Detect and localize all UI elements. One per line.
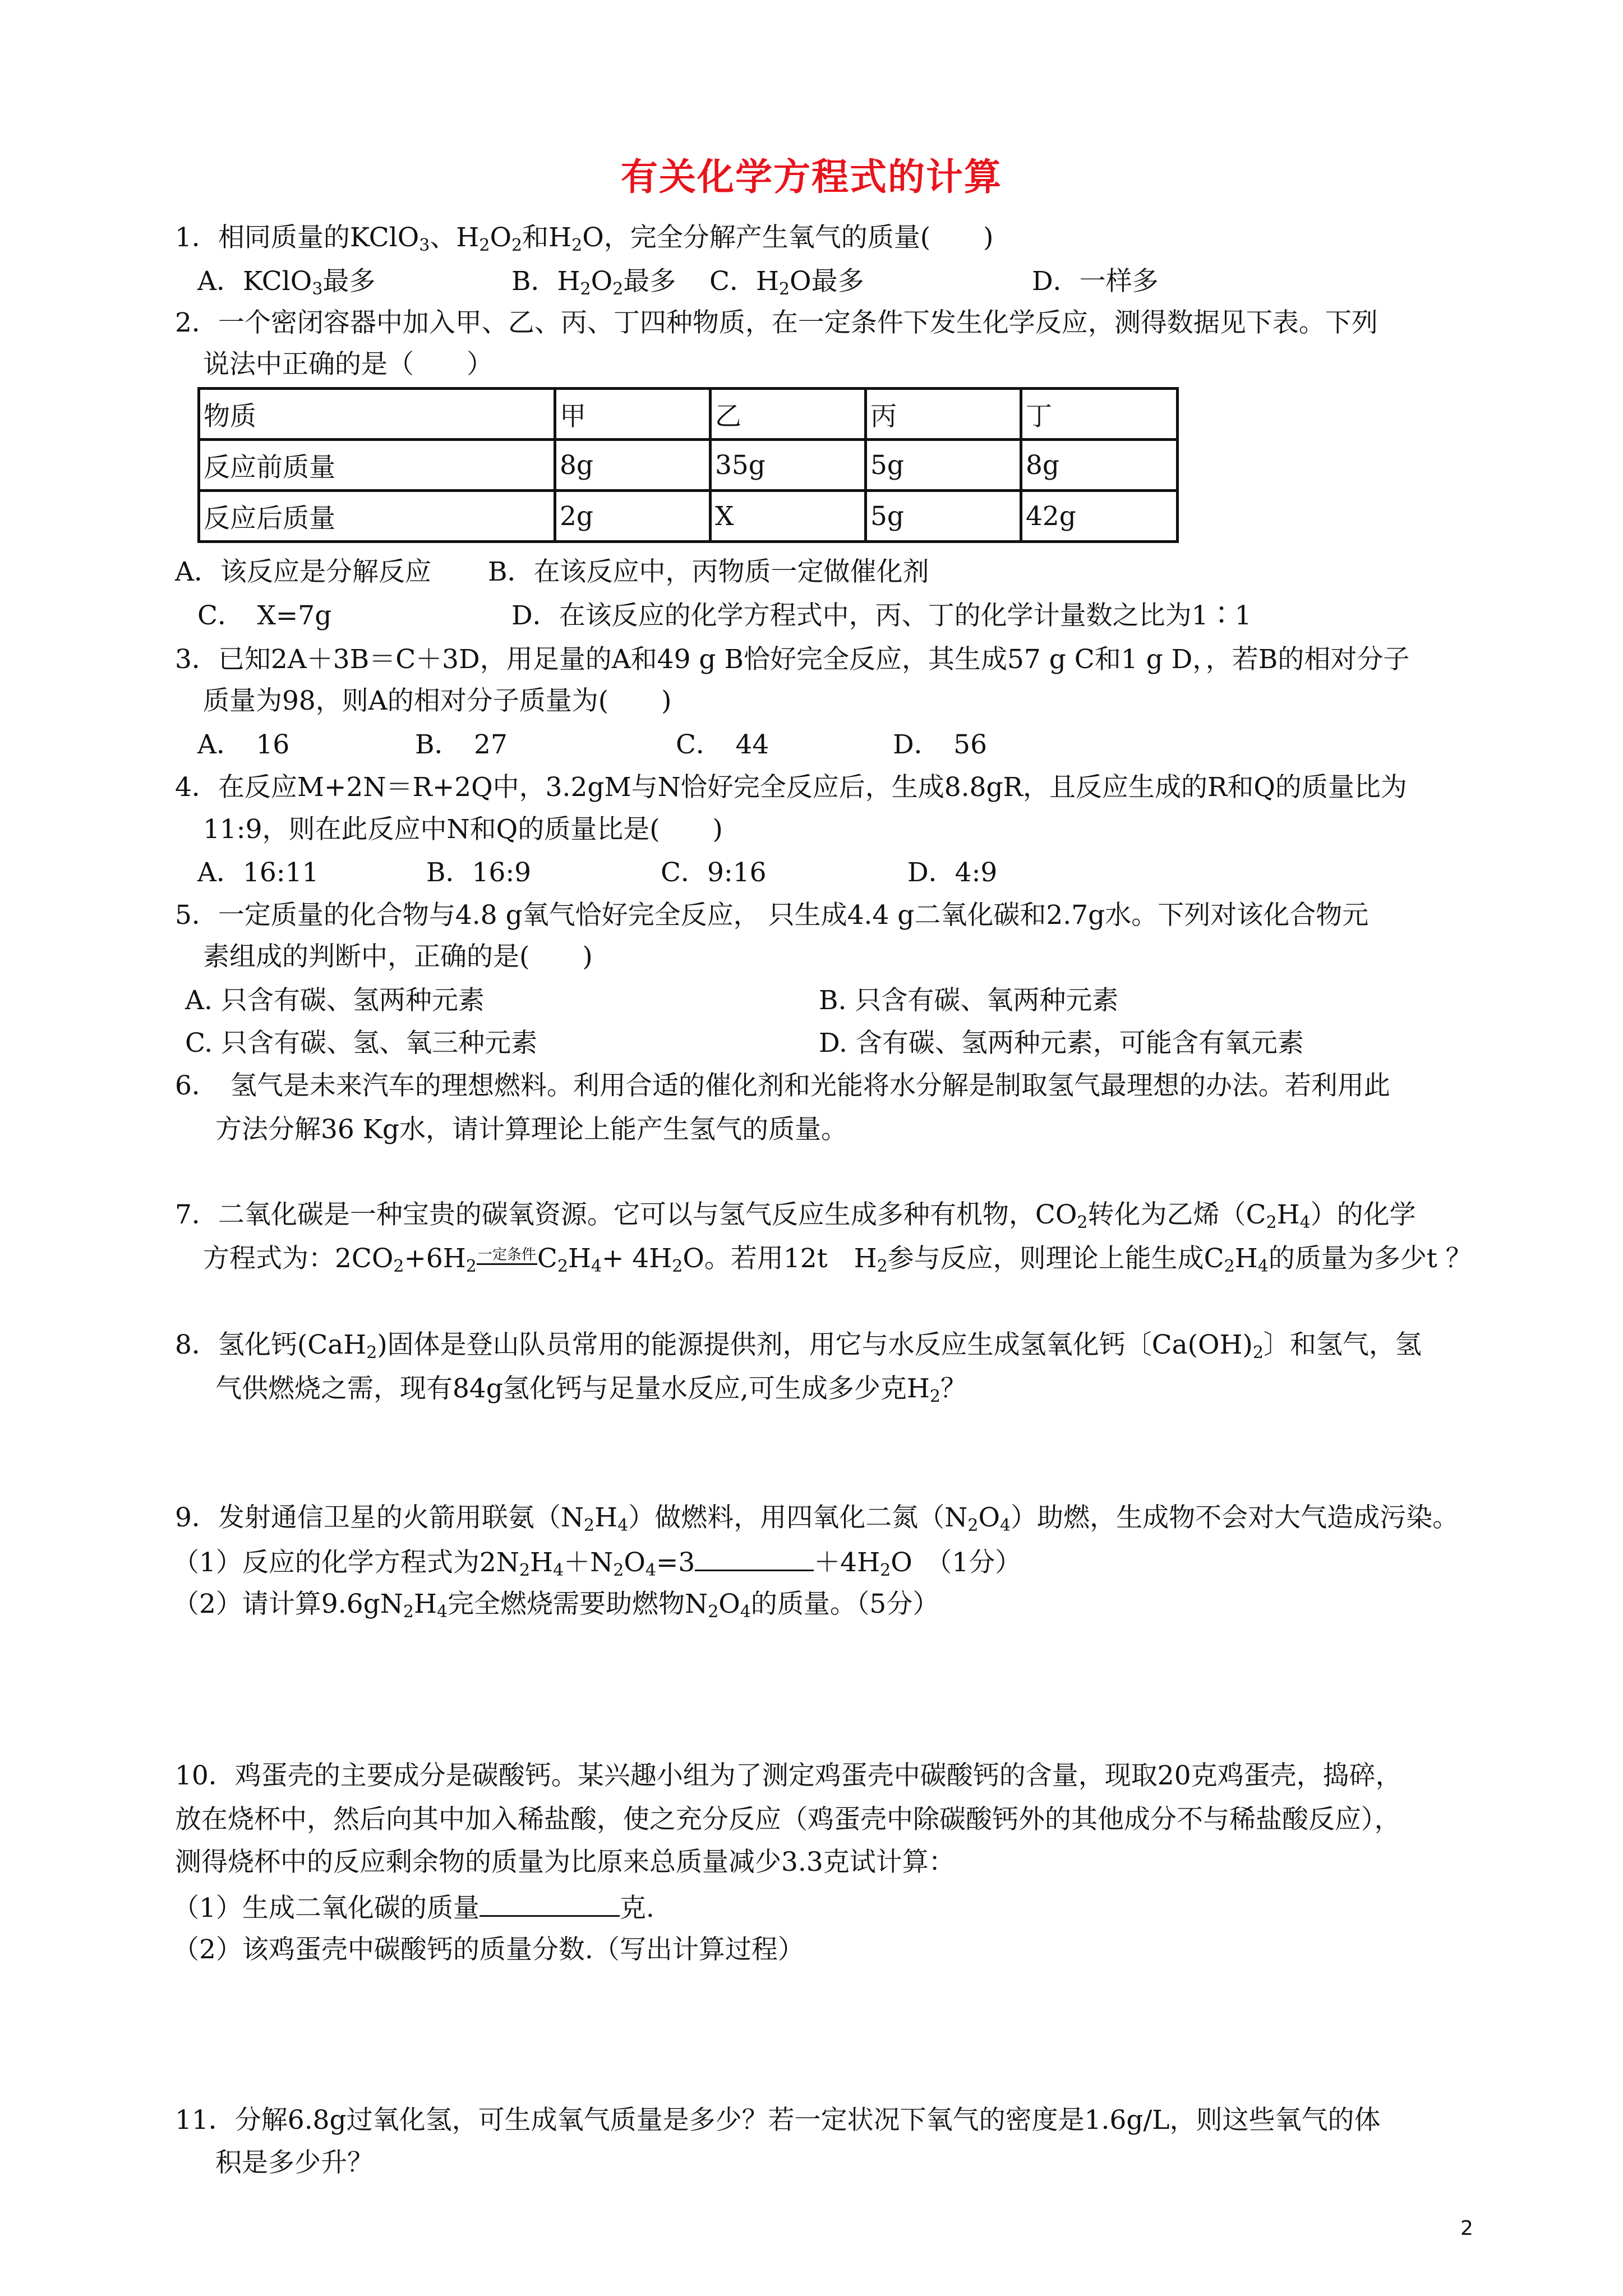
table-cell: 8g bbox=[1021, 440, 1178, 491]
question-9-stem: 9．发射通信卫星的火箭用联氨$(N_2H_4)$做燃料，用四氧化二氮$(N_2O_4)$助燃，生成物不会对大气造成污染。 bbox=[175, 1502, 1459, 1535]
question-10-stem: 10．鸡蛋壳的主要成分是碳酸钙。某兴趣小组为了测定鸡蛋壳中碳酸钙的含量，现取20克鸡蛋壳，捣碎， bbox=[175, 1760, 1402, 1791]
table-header-cell: 丙 bbox=[866, 389, 1021, 440]
question-4-option-b: B．16:9 bbox=[426, 857, 532, 888]
question-5-option-d: D. 含有碳、氢两种元素，可能含有氧元素 bbox=[819, 1028, 1304, 1059]
question-7-equation-line: 方程式为：$2CO_2+6H_2$一定条件$C_2H_4+ 4H_2O$。若用12t $H_2$参与反应，则理论上能生成$C_2H_4$的质量为多少t ？ bbox=[203, 1243, 1472, 1276]
reaction-condition-arrow: 一定条件 bbox=[477, 1248, 537, 1265]
question-2-option-b: B．在该反应中，丙物质一定做催化剂 bbox=[488, 556, 929, 587]
answer-blank[interactable] bbox=[695, 1547, 814, 1571]
table-cell: 35g bbox=[711, 440, 866, 491]
question-8-stem-cont: 气供燃烧之需，现有84g氢化钙与足量水反应,可生成多少克$H_2$？ bbox=[215, 1373, 967, 1406]
question-3-stem-cont: 质量为98，则A的相对分子质量为( ) bbox=[203, 685, 672, 716]
question-2-option-d: D．在该反应的化学方程式中，丙、丁的化学计量数之比为1∶1 bbox=[511, 600, 1252, 631]
table-cell: X bbox=[711, 491, 866, 542]
question-1-stem: 1．相同质量的KClO$_3$、$H_2O_2$和$H_2O$，完全分解产生氧气的质量( ) bbox=[175, 222, 994, 255]
question-1-option-a: A．KClO$_3$最多 bbox=[197, 266, 376, 299]
question-10-stem-cont-2: 测得烧杯中的反应剩余物的质量为比原来总质量减少3.3克试计算： bbox=[175, 1847, 955, 1878]
question-6-stem: 6． 氢气是未来汽车的理想燃料。利用合适的催化剂和光能将水分解是制取氢气最理想的办法。若利用此 bbox=[175, 1070, 1390, 1101]
table-header-cell: 丁 bbox=[1021, 389, 1178, 440]
table-header-row bbox=[199, 389, 1178, 440]
question-1-option-c: C．$H_2O$最多 bbox=[709, 266, 864, 299]
question-9-part-2: （2）请计算$9.6gN_2H_4$完全燃烧需要助燃物$N_2O_4$的质量。（5分） bbox=[173, 1589, 939, 1622]
question-10-part-1: （1）生成二氧化碳的质量 克. bbox=[173, 1893, 654, 1924]
page-number: 2 bbox=[1460, 2217, 1473, 2240]
question-10-part-2: （2）该鸡蛋壳中碳酸钙的质量分数.（写出计算过程） bbox=[173, 1934, 804, 1965]
question-3-option-c: C． 44 bbox=[676, 729, 769, 760]
question-4-option-a: A．16:11 bbox=[197, 857, 319, 888]
table-header-cell: 物质 bbox=[199, 389, 555, 440]
table-row bbox=[199, 491, 1178, 542]
question-5-stem: 5．一定质量的化合物与4.8 g氧气恰好完全反应， 只生成4.4 g二氧化碳和2.7g水。下列对该化合物元 bbox=[175, 900, 1369, 931]
question-3-option-d: D． 56 bbox=[893, 729, 987, 760]
question-6-stem-cont: 方法分解36 Kg水，请计算理论上能产生氢气的质量。 bbox=[215, 1114, 847, 1145]
question-3-option-a: A． 16 bbox=[197, 729, 290, 760]
table-header-cell: 甲 bbox=[555, 389, 711, 440]
table-cell: 5g bbox=[866, 440, 1021, 491]
table-row bbox=[199, 440, 1178, 491]
table-cell: 2g bbox=[555, 491, 711, 542]
question-10-stem-cont: 放在烧杯中，然后向其中加入稀盐酸，使之充分反应（鸡蛋壳中除碳酸钙外的其他成分不与稀盐酸反应）， bbox=[175, 1804, 1401, 1835]
table-cell: 42g bbox=[1021, 491, 1178, 542]
page-title: 有关化学方程式的计算 bbox=[621, 155, 1002, 199]
question-7-stem: 7．二氧化碳是一种宝贵的碳氧资源。它可以与氢气反应生成多种有机物，$CO_2$转化为乙烯$(C_2H_4)$的化学 bbox=[175, 1199, 1416, 1232]
data-table bbox=[197, 387, 1179, 543]
question-2-stem: 2．一个密闭容器中加入甲、乙、丙、丁四种物质，在一定条件下发生化学反应，测得数据见下表。下列 bbox=[175, 307, 1378, 338]
question-5-option-b: B. 只含有碳、氧两种元素 bbox=[819, 985, 1119, 1016]
question-5-option-a: A. 只含有碳、氢两种元素 bbox=[185, 985, 485, 1016]
table-header-cell: 乙 bbox=[711, 389, 866, 440]
question-5-stem-cont: 素组成的判断中，正确的是( ) bbox=[203, 941, 593, 972]
table-cell: 反应前质量 bbox=[199, 440, 555, 491]
question-8-stem: 8．氢化钙(CaH$_2$)固体是登山队员常用的能源提供剂，用它与水反应生成氢氧化钙〔$Ca(OH)_2$〕和氢气，氢 bbox=[175, 1329, 1422, 1363]
question-4-stem: 4．在反应M+2N＝R+2Q中，3.2gM与N恰好完全反应后，生成8.8gR，且反应生成的R和Q的质量比为 bbox=[175, 772, 1407, 803]
question-3-option-b: B． 27 bbox=[415, 729, 508, 760]
table-cell: 反应后质量 bbox=[199, 491, 555, 542]
question-4-option-d: D．4:9 bbox=[907, 857, 998, 888]
question-4-stem-cont: 11:9，则在此反应中N和Q的质量比是( ) bbox=[203, 814, 723, 845]
question-4-option-c: C．9:16 bbox=[661, 857, 767, 888]
question-2-option-a: A．该反应是分解反应 bbox=[175, 556, 431, 587]
table-cell: 5g bbox=[866, 491, 1021, 542]
question-9-part-1: （1）反应的化学方程式为$2N_2H_4+N_2O_4=3 +4H_2O$ （1分） bbox=[173, 1547, 1022, 1580]
table-cell: 8g bbox=[555, 440, 711, 491]
question-1-option-d: D．一样多 bbox=[1032, 266, 1159, 297]
question-11-stem: 11．分解6.8g过氧化氢，可生成氧气质量是多少？若一定状况下氧气的密度是1.6g/L，则这些氧气的体 bbox=[175, 2105, 1381, 2136]
question-3-stem: 3．已知2A＋3B＝C＋3D，用足量的A和49 g B恰好完全反应，其生成57 g C和1 g D，，若B的相对分子 bbox=[175, 644, 1410, 675]
question-1-option-b: B．$H_2O_2$最多 bbox=[511, 266, 676, 299]
question-11-stem-cont: 积是多少升？ bbox=[215, 2147, 374, 2178]
question-5-option-c: C. 只含有碳、氢、氧三种元素 bbox=[185, 1028, 538, 1059]
question-2-stem-cont: 说法中正确的是（ ） bbox=[203, 349, 493, 380]
answer-blank[interactable] bbox=[479, 1893, 620, 1917]
question-2-option-c: C． X=7g bbox=[197, 600, 332, 631]
